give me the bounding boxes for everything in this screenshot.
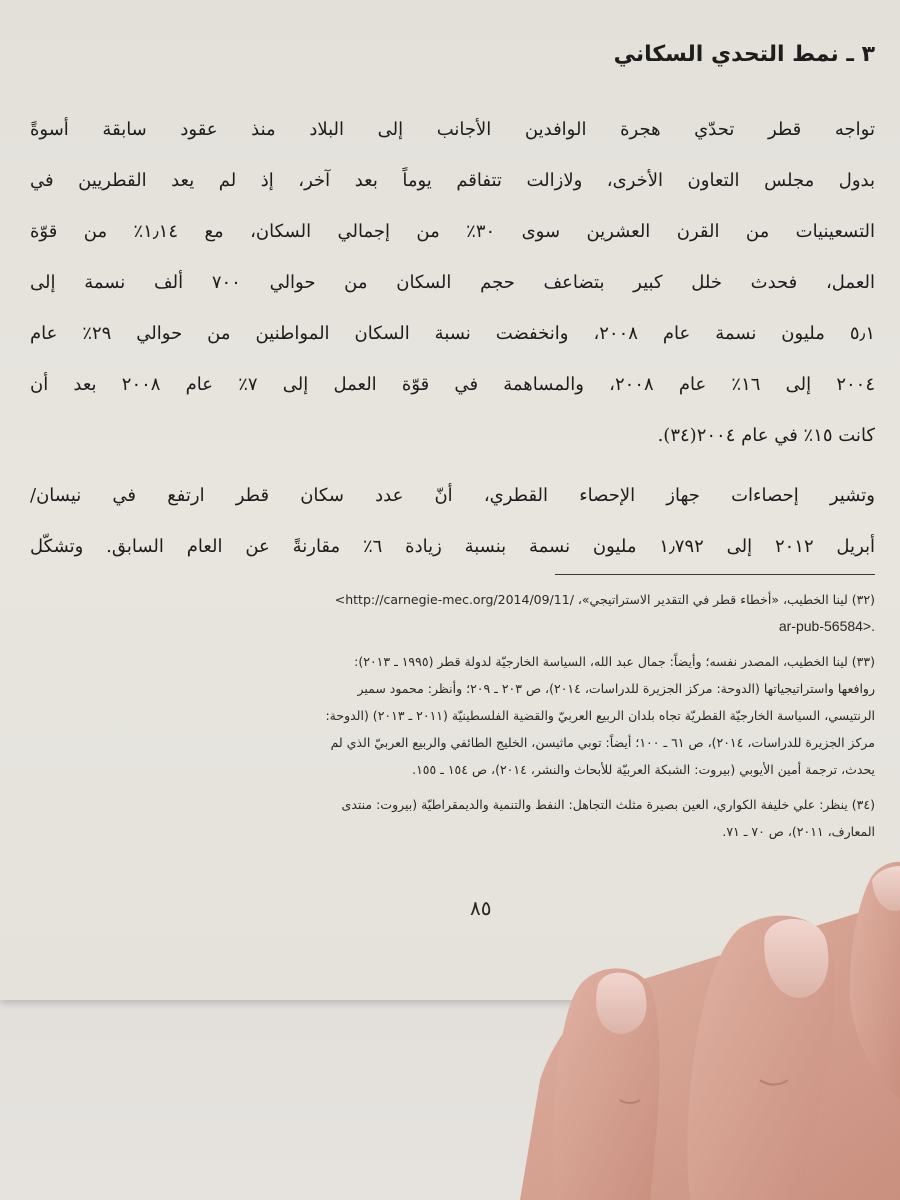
paragraph-line: بدول مجلس التعاون الأخرى، ولازالت تتفاقم يوماً بعد آخر، إذ لم يعد القطريين في <box>30 170 875 191</box>
footnote-divider <box>555 574 875 575</box>
footnote-34 <box>30 791 875 845</box>
paragraph-line: وتشير إحصاءات جهاز الإحصاء القطري، أنّ عدد سكان قطر ارتفع في نيسان/ <box>30 485 875 506</box>
footnote-url-line: ar-pub-56584>. <box>778 618 875 634</box>
footnote-line: الرنتيسي، السياسة الخارجيّة القطريّة تجاه بلدان الربيع العربيّ والقضية الفلسطينيّة (٢٠١١ ـ ٢٠١٣) (الدوحة: <box>325 708 875 723</box>
paragraph-line: كانت ١٥٪ في عام ٢٠٠٤(٣٤). <box>657 425 875 446</box>
footnotes <box>30 586 875 853</box>
footnote-line: (٣٤) ينظر: علي خليفة الكواري، العين بصيرة مثلث التجاهل: النفط والتنمية والديمقراطيّة (بيروت: منتدى <box>341 797 875 812</box>
footnote-32 <box>30 586 875 640</box>
paragraph-line: أبريل ٢٠١٢ إلى ١٫٧٩٢ مليون نسمة بنسبة زيادة ٦٪ مقارنةً عن العام السابق. وتشكّل <box>30 536 876 557</box>
paragraph-1 <box>30 104 875 461</box>
paragraph-line: ٥٫١ مليون نسمة عام ٢٠٠٨، وانخفضت نسبة السكان المواطنين من حوالي ٢٩٪ عام <box>30 323 876 344</box>
page-number: ٨٥ <box>470 896 492 920</box>
footnote-line: (٣٣) لينا الخطيب، المصدر نفسه؛ وأيضاً: جمال عبد الله، السياسة الخارجيّة لدولة قطر (١٩٩٥ ـ ٢٠١٣): <box>354 654 875 669</box>
footnote-line: (٣٢) لينا الخطيب، «أخطاء قطر في التقدير الاستراتيجي»، /http://carnegie-mec.org/2014/09/11> <box>334 592 875 607</box>
paragraph-2 <box>30 470 875 572</box>
footnote-line: روافعها واستراتيجياتها (الدوحة: مركز الجزيرة للدراسات، ٢٠١٤)، ص ٢٠٣ ـ ٢٠٩؛ وأنظر: محمود سمير <box>357 681 875 696</box>
footnote-33 <box>30 648 875 783</box>
paragraph-line: تواجه قطر تحدّي هجرة الوافدين الأجانب إلى البلاد منذ عقود سابقة أسوةً <box>30 119 875 140</box>
footnote-line: يحدث، ترجمة أمين الأيوبي (بيروت: الشبكة العربيّة للأبحاث والنشر، ٢٠١٤)، ص ١٥٤ ـ ١٥٥. <box>412 762 875 777</box>
footnote-line: مركز الجزيرة للدراسات، ٢٠١٤)، ص ٦١ ـ ١٠٠؛ أيضاً: توبي ماثيسن، الخليج الطائفي والربيع العربيّ الذي لم <box>330 735 875 750</box>
footnote-line: المعارف، ٢٠١١)، ص ٧٠ ـ ٧١. <box>722 824 875 839</box>
paragraph-line: ٢٠٠٤ إلى ١٦٪ عام ٢٠٠٨، والمساهمة في قوّة العمل إلى ٧٪ عام ٢٠٠٨ بعد أن <box>30 374 875 395</box>
paragraph-line: العمل، فحدث خلل كبير بتضاعف حجم السكان من حوالي ٧٠٠ ألف نسمة إلى <box>30 272 875 293</box>
section-heading: ٣ ـ نمط التحدي السكاني <box>613 42 875 67</box>
paragraph-line: التسعينيات من القرن العشرين سوى ٣٠٪ من إجمالي السكان، مع ١٫١٤٪ من قوّة <box>30 221 876 242</box>
